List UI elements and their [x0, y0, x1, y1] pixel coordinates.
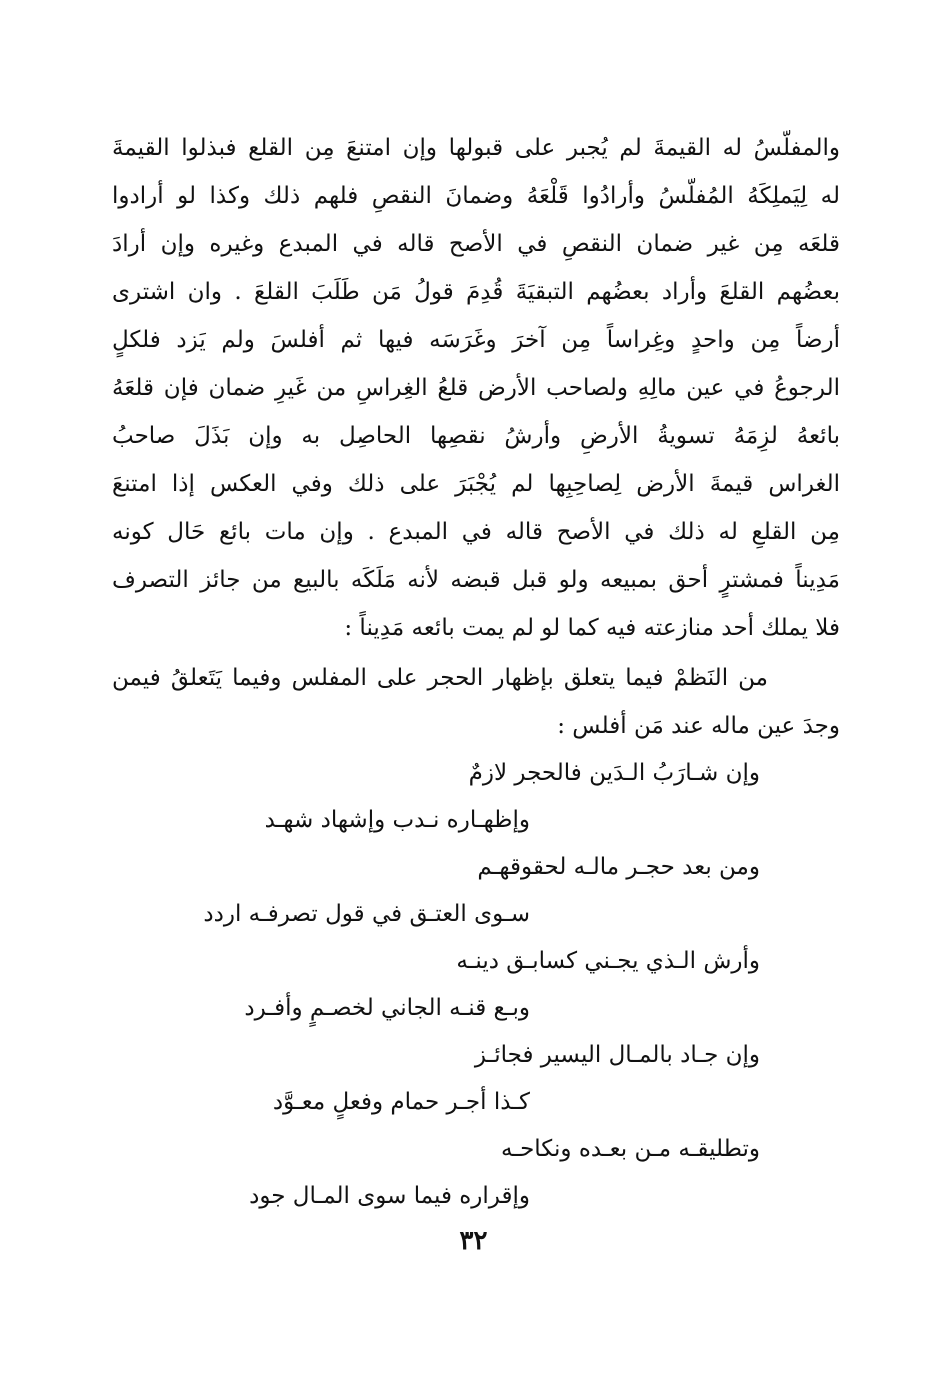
verse-line: وإظهـاره نـدب وإشهاد شهـد [264, 807, 530, 833]
verse-line: وبـع قنـه الجاني لخصـمٍ وأفـرد [244, 995, 530, 1021]
poem-block [112, 750, 840, 1220]
text-line: بائعهُ لزِمَهُ تسويةُ الأرضِ وأرشُ نقصِها الحاصِل به وإن بَذَلَ صاحبُ [112, 423, 840, 449]
paragraph-1 [112, 124, 840, 652]
verse-line: سـوى العتـق في قول تصرفـه اردد [203, 901, 530, 927]
verse-line: كـذا أجـر حمام وفعلٍ معـوَّد [272, 1089, 530, 1115]
paragraph-2 [112, 654, 840, 750]
text-line: وجدَ عين ماله عند مَن أفلس : [557, 713, 840, 739]
text-line: بعضُهم القلعَ وأراد بعضُهم التبقيَةَ قُدِمَ قولُ مَن طَلَبَ القلعَ . وان اشترى [112, 279, 840, 305]
page-number: ٣٢ [459, 1226, 488, 1256]
prose-block [112, 124, 840, 750]
text-line: قلعَه مِن غير ضمان النقصِ في الأصح قاله في المبدع وغيره وإن أرادَ [112, 231, 840, 257]
text-line: الغراس قيمةَ الأرض لِصاحِبِها لم يُجْبَرَ على ذلك وفي العكس إذا امتنعَ [112, 471, 840, 497]
verse-line: وإن جـاد بالمـال اليسير فجائـز [474, 1042, 760, 1068]
text-line: مِن القلعِ له ذلك في الأصح قاله في المبدع . وإن مات بائع حَال كونه [112, 519, 840, 545]
text-line: فلا يملك أحد منازعته فيه كما لو لم يمت بائعه مَدِيناً : [344, 615, 840, 641]
text-line: الرجوعُ في عين مالِهِ ولصاحب الأرض قلعُ الغِراسِ من غَيرِ ضمان فإن قلعَهُ [112, 375, 840, 401]
verse-line: وتطليقـه مـن بعـده ونكاحـه [501, 1136, 760, 1162]
text-line: من النَظمْ فيما يتعلق بإظهار الحجر على المفلس وفيما يَتَعلقُ فيمن [112, 665, 768, 691]
text-line: أرضاً مِن واحدٍ وغِراساً مِن آخرَ وغَرَسَه فيها ثم أفلسَ ولم يَزد فلكلٍ [112, 327, 840, 353]
text-line: والمفلّسُ له القيمةَ لم يُجبر على قبولها وإن امتنعَ مِن القلع فبذلوا القيمةَ [112, 135, 840, 161]
verse-line: وأرش الـذي يجـني كسابـق دينـه [456, 948, 760, 974]
text-line: له لِيَملِكَهُ المُفلّسُ وأرادُوا قَلْعَهُ وضمانَ النقصِ فلهم ذلك وكذا لو أرادوا [112, 183, 840, 209]
text-line: مَدِيناً فمشترٍ أحق بمبيعه ولو قبل قبضه لأنه مَلَكَه بالبيع من جائز التصرف [112, 567, 840, 593]
verse-line: ومن بعد حجـر مالـه لحقوقهـم [477, 854, 760, 880]
verse-line: وإن شـارَبُ الـدَين فالحجر لازمٌ [468, 760, 760, 786]
verse-line: وإقراره فيما سوى المـال جود [249, 1183, 530, 1209]
